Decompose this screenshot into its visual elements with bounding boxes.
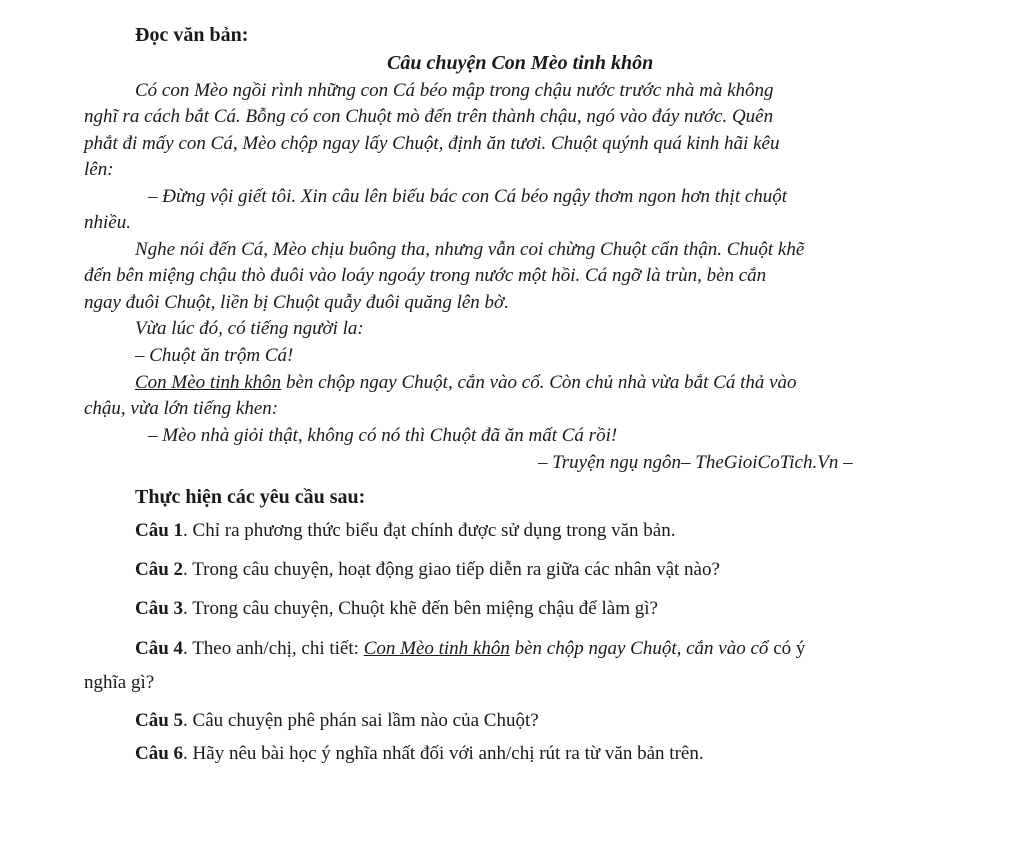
question-label: Câu 1 (135, 520, 184, 541)
question-1 (135, 518, 675, 544)
question-4-continued: nghĩa gì? (84, 672, 155, 693)
story-line: chậu, vừa lớn tiếng khen: (84, 398, 279, 419)
story-line: Nghe nói đến Cá, Mèo chịu buông tha, nhưng vẫn coi chừng Chuột cẩn thận. Chuột khẽ (135, 239, 805, 260)
tasks-heading: Thực hiện các yêu cầu sau: (135, 486, 366, 508)
story-line (135, 370, 797, 396)
story-line: đến bên miệng chậu thò đuôi vào loáy ngoáy trong nước một hồi. Cá ngỡ là trùn, bèn cắn (84, 265, 767, 286)
story-line: lên: (84, 159, 114, 180)
story-line: – Đừng vội giết tôi. Xin câu lên biếu bác con Cá béo ngậy thơm ngon hơn thịt chuột (148, 186, 788, 207)
story-source: – Truyện ngụ ngôn– TheGioiCoTich.Vn – (538, 452, 853, 473)
story-line: nhiều. (84, 212, 131, 233)
story-line: Vừa lúc đó, có tiếng người la: (135, 318, 364, 339)
question-label: Câu 2 (135, 559, 184, 580)
story-line: – Chuột ăn trộm Cá! (135, 345, 294, 366)
underlined-phrase: Con Mèo tinh khôn (135, 372, 282, 393)
question-text: . Theo anh/chị, chi tiết: (183, 638, 364, 659)
story-line: ngay đuôi Chuột, liền bị Chuột quẫy đuôi quăng lên bờ. (84, 292, 509, 313)
story-line: phắt đi mấy con Cá, Mèo chộp ngay lấy Chuột, định ăn tươi. Chuột quýnh quá kinh hãi kêu (84, 133, 780, 154)
question-text: . Hãy nêu bài học ý nghĩa nhất đối với anh/chị rút ra từ văn bản trên. (183, 743, 704, 764)
story-line: nghĩ ra cách bắt Cá. Bỗng có con Chuột mò đến trên thành chậu, ngó vào đáy nước. Quên (84, 106, 774, 127)
underlined-phrase: Con Mèo tinh khôn (363, 638, 510, 659)
question-label: Câu 3 (135, 598, 184, 619)
story-line: – Mèo nhà giỏi thật, không có nó thì Chuột đã ăn mất Cá rồi! (148, 425, 618, 446)
story-line-rest: bèn chộp ngay Chuột, cắn vào cổ. Còn chủ nhà vừa bắt Cá thả vào (281, 372, 797, 393)
reading-heading: Đọc văn bản: (135, 24, 249, 46)
question-text: . Trong câu chuyện, hoạt động giao tiếp diễn ra giữa các nhân vật nào? (183, 559, 720, 580)
question-text: . Câu chuyện phê phán sai lầm nào của Chuột? (183, 710, 539, 731)
question-6 (135, 741, 704, 767)
question-5 (135, 708, 539, 734)
question-label: Câu 5 (135, 710, 184, 731)
quoted-detail: bèn chộp ngay Chuột, cắn vào cổ (509, 638, 769, 659)
question-4 (135, 636, 805, 662)
question-3 (135, 596, 658, 622)
question-text: có ý (768, 638, 806, 659)
question-text: . Trong câu chuyện, Chuột khẽ đến bên miệng chậu để làm gì? (183, 598, 658, 619)
story-title: Câu chuyện Con Mèo tinh khôn (387, 52, 654, 74)
question-text: . Chỉ ra phương thức biểu đạt chính được sử dụng trong văn bản. (183, 520, 676, 541)
question-label: Câu 6 (135, 743, 184, 764)
question-2 (135, 557, 720, 583)
story-line: Có con Mèo ngồi rình những con Cá béo mập trong chậu nước trước nhà mà không (135, 80, 774, 101)
question-label: Câu 4 (135, 638, 184, 659)
